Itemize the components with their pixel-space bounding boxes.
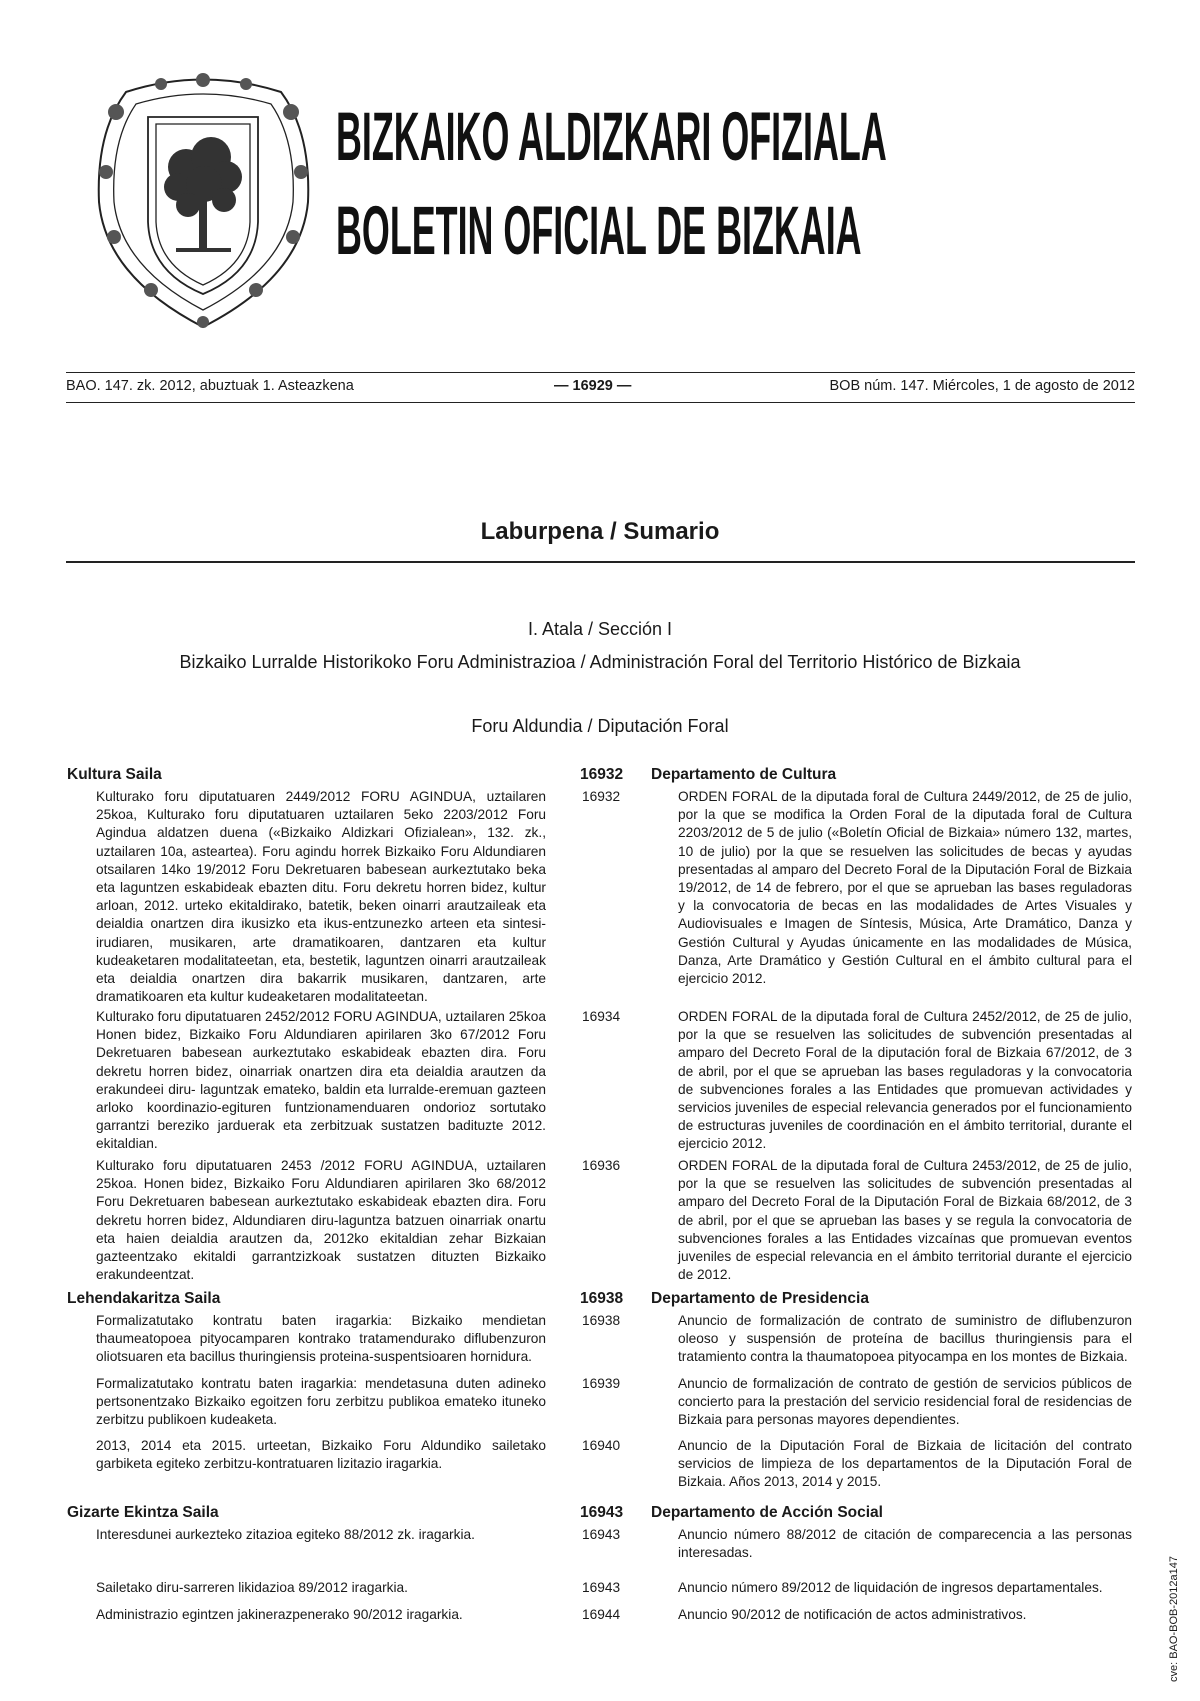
department-heading-es: Departamento de Presidencia	[651, 1290, 869, 1307]
entry-page: 16939	[582, 1376, 621, 1391]
department-heading-es: Departamento de Cultura	[651, 766, 837, 783]
department-heading-eu: Gizarte Ekintza Saila	[67, 1504, 219, 1521]
entry-eu: Sailetako diru-sarreren likidazioa 89/2012 iragarkia.	[96, 1580, 408, 1595]
entry-es: ORDEN FORAL de la diputada foral de Cultura 2449/2012, de 25 de julio, por la que se modifica la Orden Foral de la diputada foral de Cultura 2203/2012 de 5 de julio («Boletín Oficial de Bizkaia» número 132, martes, 10 de julio) por la que se resuelven las solicitudes de becas y ayudas presentadas al amparo del Decreto Foral de la Diputación Foral de Bizkaia 19/2012, de 14 de febrero, por el que se aprueban las bases reguladoras y la convocatoria de becas en las modalidades de Artes Visuales y Audiovisuales e Imagen de Síntesis, Música, Arte Dramático, Danza y Gestión Cultural y Ayudas únicamente en las modalidades de Música, Danza, Arte Dramático y Gestión Cultural en el ámbito cultural para el ejercicio 2012.	[678, 789, 1132, 987]
header-rule-bottom	[66, 402, 1135, 403]
entry-es: Anuncio de formalización de contrato de gestión de servicios públicos de concierto para la prestación del servicio residencial foral de residencias de Bizkaia para personas mayores dependientes.	[678, 1376, 1132, 1428]
department-page: 16938	[580, 1290, 624, 1307]
entry-eu: Administrazio egintzen jakinerazpenerako 90/2012 iragarkia.	[96, 1607, 463, 1622]
entry-es: Anuncio de la Diputación Foral de Bizkaia de licitación del contrato servicios de limpieza de los departamentos de la Diputación Foral de Bizkaia. Años 2013, 2014 y 2015.	[678, 1438, 1132, 1490]
entry-eu: Kulturako foru diputatuaren 2453 /2012 FORU AGINDUA, uztailaren 25koa. Honen bidez, Bizkaiko Foru Aldundiaren apirilaren 3ko 68/2012 Foru Dekretuaren babesean aurkeztutako eskabideak ebazten dira. Foru dekretu horren bidez, Aldundiaren diru-laguntza batzuen oinarriak onartu eta haien deialdia arautzen da, 2012ko ekitaldian zehar Bizkaian gazteentzako ekitaldi garrantzizkoak sustatzen dituzten Bizkaiko erakundeentzat.	[96, 1158, 546, 1283]
entry-es: ORDEN FORAL de la diputada foral de Cultura 2453/2012, de 25 de julio, por la que se resuelven las solicitudes de subvención presentadas al amparo del Decreto Foral de la Diputación Foral de Bizkaia 68/2012, de 3 de abril, por el que se aprueban las bases y se regula la convocatoria de subvenciones forales a las Entidades vizcaínas que promuevan eventos juveniles de especial relevancia en el ámbito territorial durante el ejercicio de 2012.	[678, 1158, 1132, 1283]
department-heading-es: Departamento de Acción Social	[651, 1504, 883, 1521]
entry-page: 16943	[582, 1580, 621, 1595]
entry-es: Anuncio de formalización de contrato de suministro de diflubenzuron oleoso y suspensión de proteína de bacillus thuringiensis para el tratamiento contra la thaumatopoea pityocampa en los montes de Bizkaia.	[678, 1313, 1132, 1365]
entry-eu: 2013, 2014 eta 2015. urteetan, Bizkaiko Foru Aldundiko sailetako garbiketa egiteko zerbitzu-kontratuaren lizitazio iragarkia.	[96, 1438, 546, 1472]
department-page: 16943	[580, 1504, 624, 1521]
masthead-basque: BIZKAIKO ALDIZKARI OFIZIALA	[336, 98, 887, 175]
header-rule-top	[66, 372, 1135, 373]
entry-eu: Kulturako foru diputatuaren 2449/2012 FORU AGINDUA, uztailaren 25koa, Kulturako foru diputatuaren uztailaren 5eko 2203/2012 Foru Agindua aldatzen duena («Bizkaiko Aldizkari Ofizialean», 132. zk., uztailaren 10a, asteartea). Foru agindu horrek Bizkaiko Foru Aldundiaren otsailaren 14ko 19/2012 Foru Dekretuaren babesean aurkeztutako beka eta laguntzen eskabideak ebazten ditu. Foru dekretu horren bidez, kultur arloan, 2012. urteko ekitaldirako, batetik, beken oinarri arautzaileak eta deialdia onartzen dira ikusizko eta ikus-entzunezko arteen eta sintesi-irudiaren, musikaren, arte dramatikoaren, dantzaren eta kultur kudeaketaren modalitateetan, eta, bestetik, laguntzen oinarri arautzaileak eta deialdia onartzen dira bakarrik musikaren, dantzaren, arte dramatikoaren eta kultur kudeaketaren modalitateetan.	[96, 789, 546, 1005]
entry-eu: Formalizatutako kontratu baten iragarkia: Bizkaiko mendietan thaumeatopoea pityocamparen kontrako tratamendurako diflubenzuron oliotsuaren eta bacillus thuringiensis proteina-suspentsioaren hornidura.	[96, 1313, 546, 1365]
entry-page: 16944	[582, 1607, 621, 1622]
masthead-spanish: BOLETIN OFICIAL DE BIZKAIA	[336, 192, 862, 269]
header-right: BOB núm. 147. Miércoles, 1 de agosto de 2012	[829, 378, 1135, 394]
entry-eu: Kulturako foru diputatuaren 2452/2012 FORU AGINDUA, uztailaren 25koa Honen bidez, Bizkaiko Foru Aldundiaren apirilaren 3ko 67/2012 Foru Dekretuaren babesean aurkeztutako eskabideak ebazten dira. Foru dekretu horren bidez, oinarriak onartzen dira eta deialdia arautzen da erakundeei diru- laguntzak emateko, baldin eta lurralde-eremuan gazteen arloko koordinazio-egituren funtzionamenduaren ondorioz sortutako garrantzi bereziko jarduerak eta zerbitzuak sustatzen badituzte 2012. ekitaldian.	[96, 1009, 546, 1152]
summary-title: Laburpena / Sumario	[480, 518, 720, 545]
coat-of-arms-logo	[86, 72, 321, 332]
entry-es: Anuncio número 89/2012 de liquidación de ingresos departamentales.	[678, 1580, 1103, 1595]
department-page: 16932	[580, 766, 624, 783]
entry-eu: Formalizatutako kontratu baten iragarkia: mendetasuna duten adineko pertsonentzako Bizkaiko egoitzen foru zerbitzu publikoa emateko ituneko zerbitzu publikoen kudeaketa.	[96, 1376, 546, 1428]
department-heading-eu: Lehendakaritza Saila	[67, 1290, 221, 1307]
entry-page: 16932	[582, 789, 621, 804]
entry-es: Anuncio número 88/2012 de citación de comparecencia a las personas interesadas.	[678, 1527, 1132, 1561]
header-left: BAO. 147. zk. 2012, abuztuak 1. Asteazkena	[66, 378, 354, 394]
document-code: cve: BAO-BOB-2012a147	[1168, 1556, 1180, 1682]
summary-rule	[66, 561, 1135, 563]
section-title: I. Atala / Sección I	[527, 619, 673, 639]
entry-page: 16934	[582, 1009, 621, 1024]
entry-eu: Interesdunei aurkezteko zitazioa egiteko 88/2012 zk. iragarkia.	[96, 1527, 475, 1542]
subsection-title: Foru Aldundia / Diputación Foral	[471, 716, 729, 736]
entry-page: 16940	[582, 1438, 621, 1453]
entry-es: Anuncio 90/2012 de notificación de actos administrativos.	[678, 1607, 1027, 1622]
entry-es: ORDEN FORAL de la diputada foral de Cultura 2452/2012, de 25 de julio, por la que se resuelven las solicitudes de subvención presentadas al amparo del Decreto Foral de la diputación foral de Bizkaia 67/2012, de 3 de abril, por el que se aprueban las bases reguladoras y la convocatoria de subvenciones forales a las Entidades que promuevan actividades y servicios juveniles de especial relevancia generados por el funcionamiento de estructuras juveniles de coordinación en el ámbito territorial, durante el ejercicio 2012.	[678, 1009, 1132, 1152]
entry-page: 16936	[582, 1158, 621, 1173]
header-page-number: — 16929 —	[554, 378, 632, 394]
administration-title: Bizkaiko Lurralde Historikoko Foru Administrazioa / Administración Foral del Territorio Histórico de Bizkaia	[179, 652, 1021, 672]
department-heading-eu: Kultura Saila	[67, 766, 162, 783]
entry-page: 16943	[582, 1527, 621, 1542]
entry-page: 16938	[582, 1313, 621, 1328]
